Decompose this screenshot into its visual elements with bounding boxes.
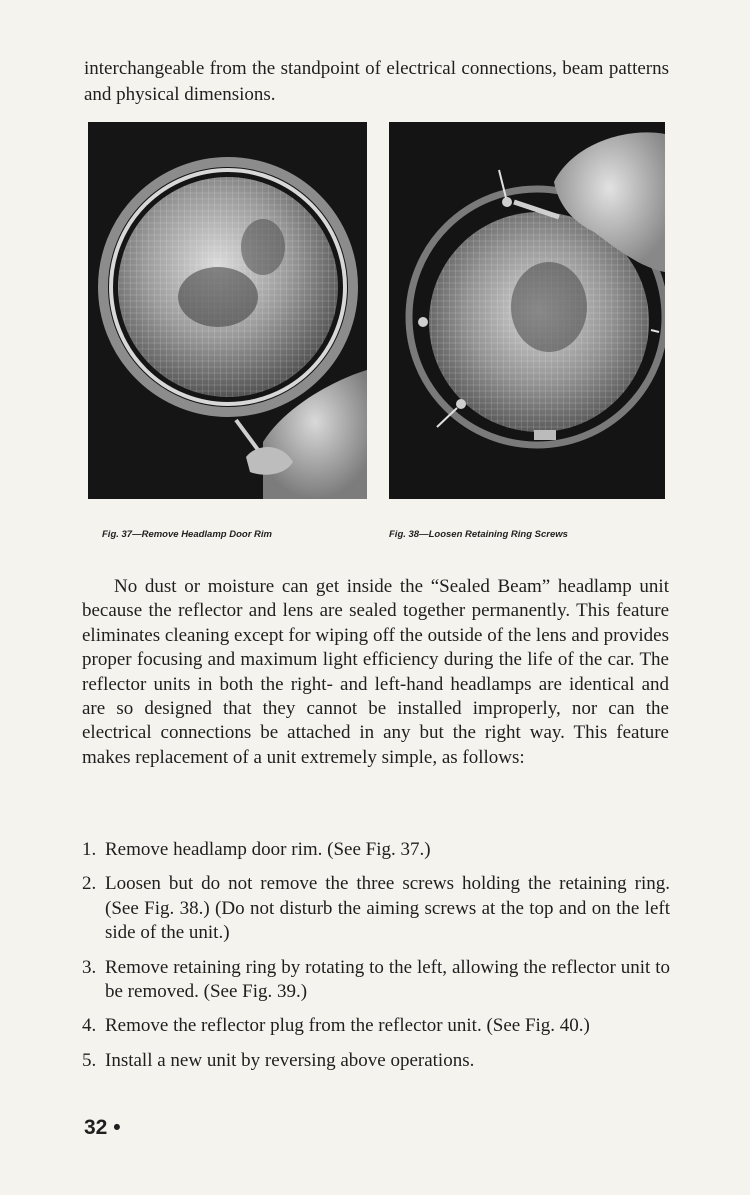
figure-38-caption: Fig. 38—Loosen Retaining Ring Screws — [389, 529, 568, 540]
headlamp-rim-photo — [88, 122, 367, 499]
list-item — [82, 956, 670, 1005]
step-number: 5. — [82, 1049, 97, 1071]
step-number: 1. — [82, 839, 97, 860]
list-item — [82, 1014, 670, 1038]
intro-paragraph: interchangeable from the standpoint of electrical connections, beam patterns and physical dimensions. — [84, 58, 669, 105]
list-item — [82, 838, 670, 862]
headlamp-retaining-ring-photo — [389, 122, 665, 499]
list-item — [82, 1049, 670, 1073]
step-number: 4. — [82, 1015, 97, 1037]
figure-38-photo — [389, 122, 665, 499]
body-paragraph: No dust or moisture can get inside the “Sealed Beam” headlamp unit because the reflector and lens are sealed together permanently. This feature eliminates cleaning except for wiping off the outside of the lens and provides proper focusing and maximum light efficiency during the life of the car. The reflector units in both the right- and left-hand headlamps are identical and are so designed that they cannot be installed improperly, nor can the electrical connections be attached in any but the right way. This feature makes replacement of a unit extremely simple, as follows: — [82, 576, 669, 768]
step-number: 3. — [82, 956, 97, 978]
step-text: Loosen but do not remove the three screws holding the retaining ring. (See Fig. 38.) (Do not disturb the aiming screws at the top and on the left side of the unit.) — [105, 873, 670, 944]
page-number: 32 • — [84, 1116, 121, 1139]
procedure-steps — [82, 838, 670, 1083]
step-text: Install a new unit by reversing above operations. — [105, 1049, 475, 1071]
figure-37-photo — [88, 122, 367, 499]
step-number: 2. — [82, 873, 97, 895]
list-item — [82, 872, 670, 945]
figure-37-caption: Fig. 37—Remove Headlamp Door Rim — [102, 529, 272, 540]
step-text: Remove retaining ring by rotating to the left, allowing the reflector unit to be removed. (See Fig. 39.) — [105, 956, 670, 1003]
step-text: Remove headlamp door rim. (See Fig. 37.) — [105, 839, 431, 860]
step-text: Remove the reflector plug from the reflector unit. (See Fig. 40.) — [105, 1015, 590, 1037]
